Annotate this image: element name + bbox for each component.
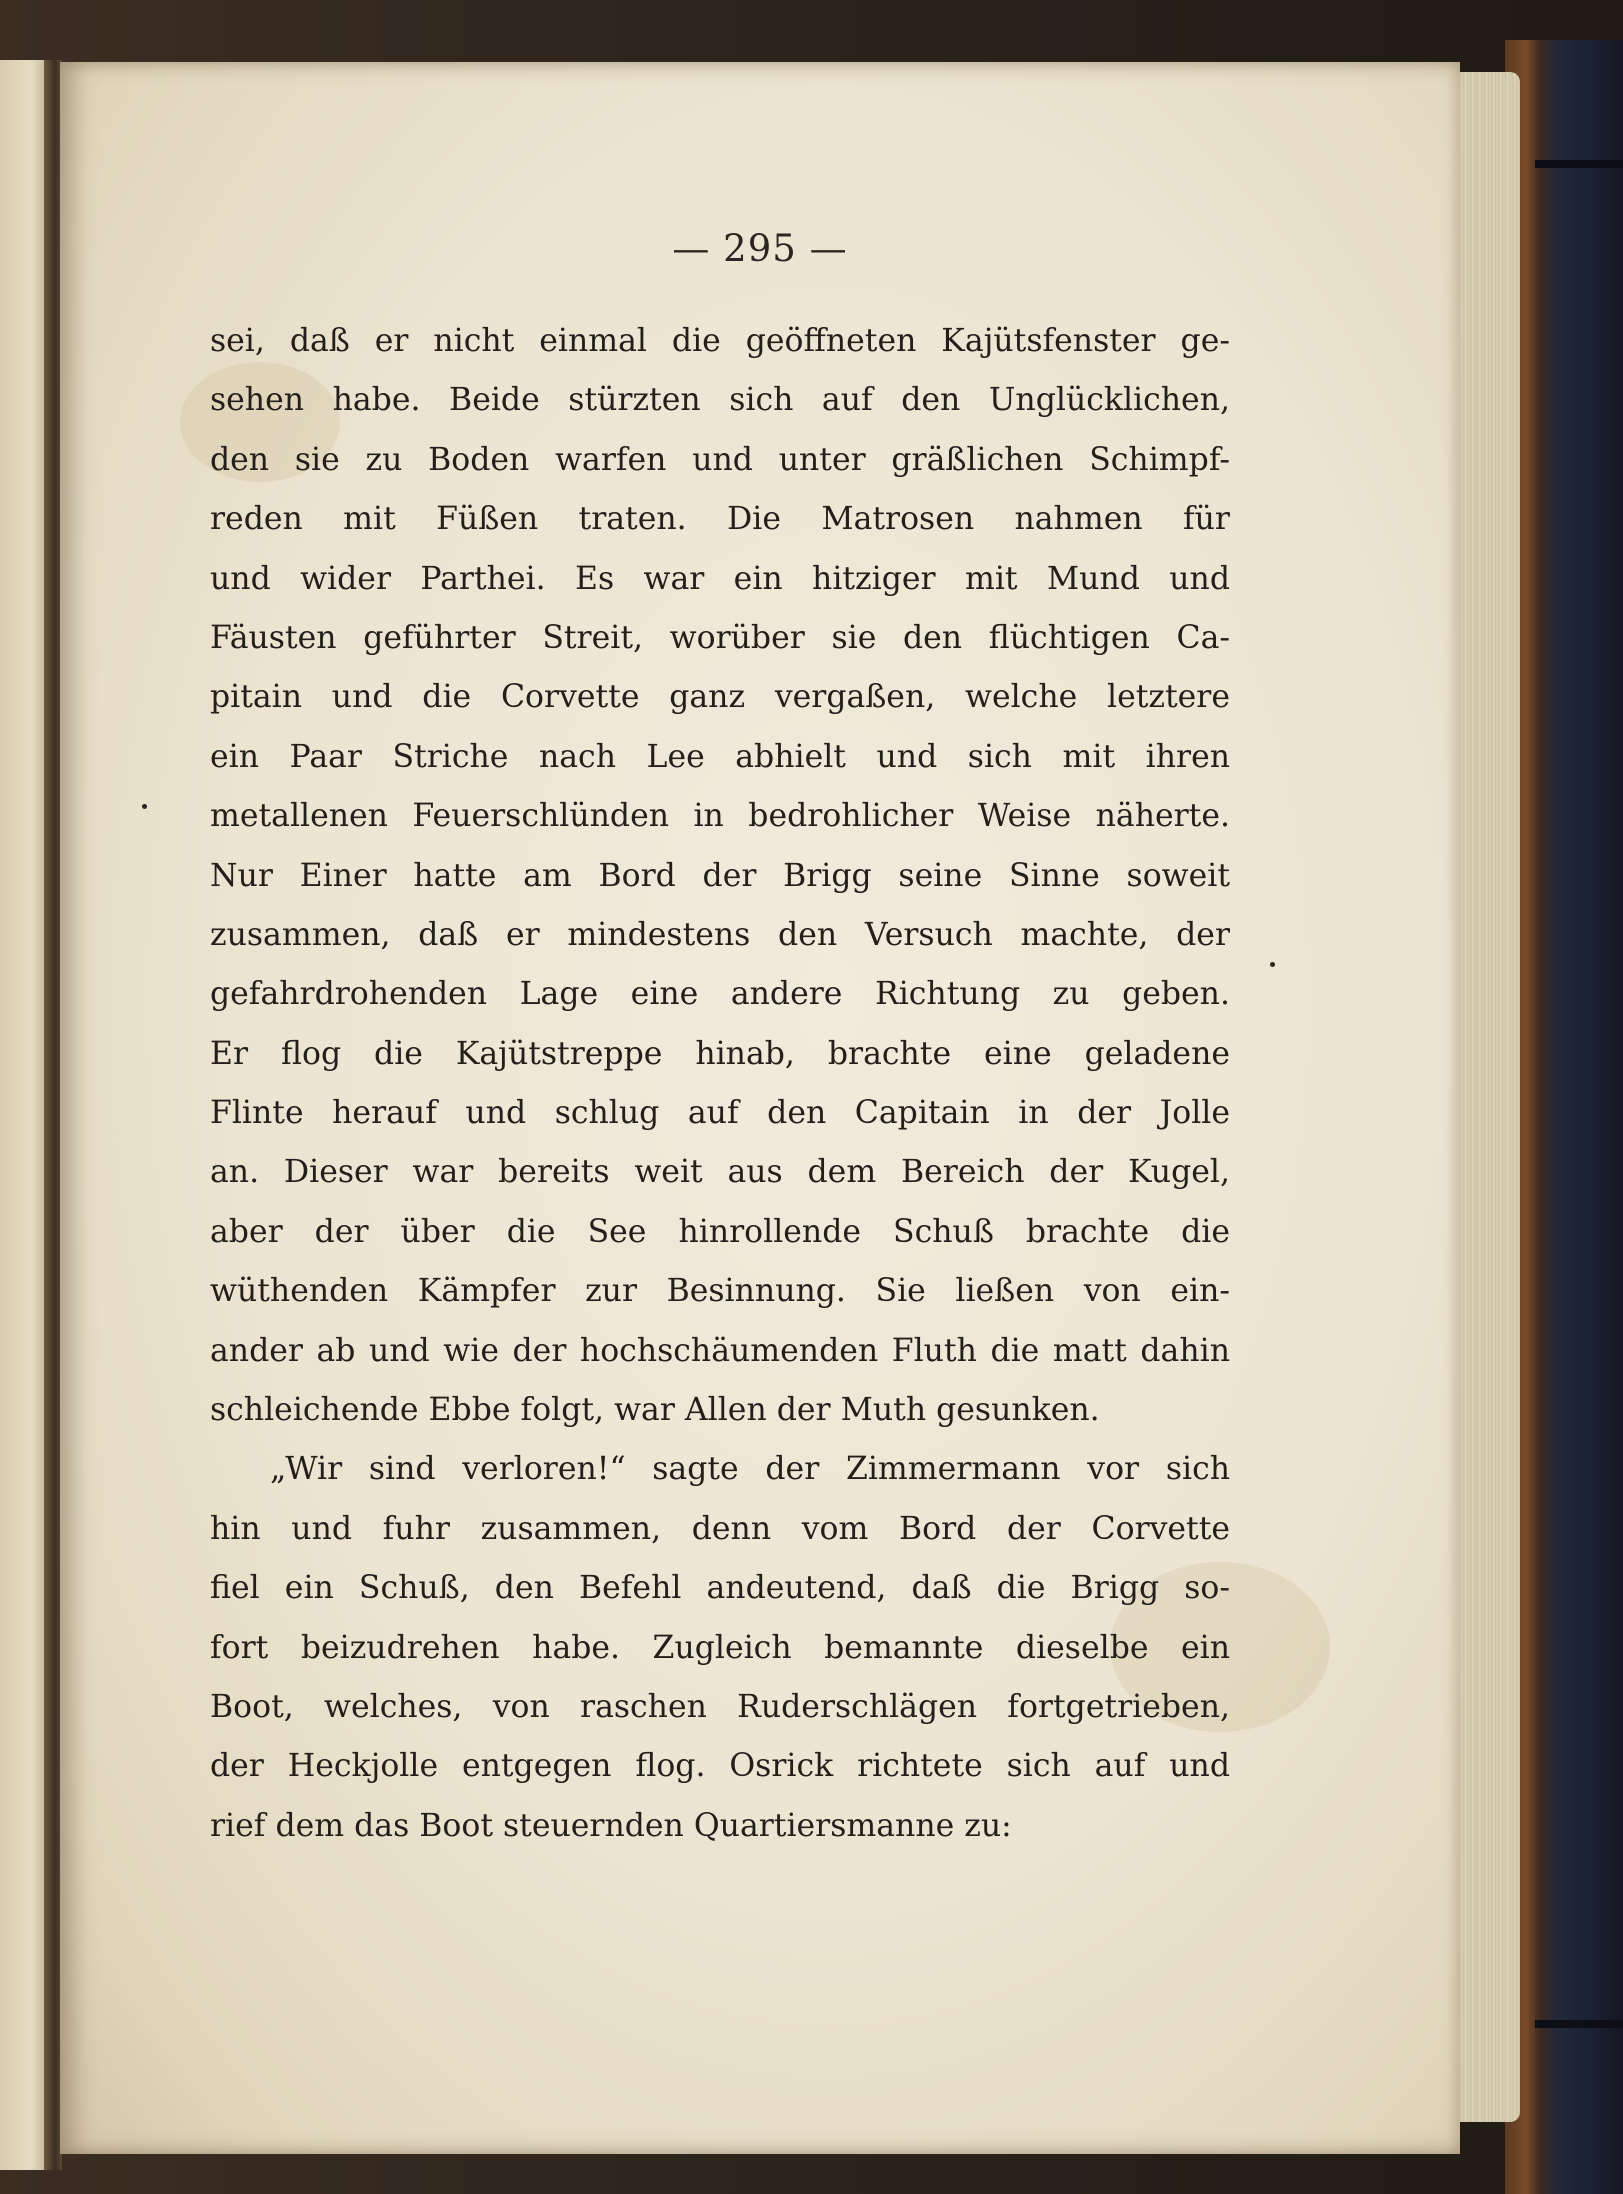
text-line: rief dem das Boot steuernden Quartiersmanne zu: — [210, 1807, 1012, 1844]
text-line: an. Dieser war bereits weit aus dem Bereich der Kugel, — [210, 1154, 1230, 1191]
page-number: — 295 — — [672, 227, 848, 270]
text-line: „Wir sind verloren!“ sagte der Zimmermann vor sich — [270, 1451, 1230, 1488]
book-cover-edge — [1505, 40, 1623, 2194]
text-line: Fäusten geführter Streit, worüber sie den flüchtigen Ca- — [210, 619, 1230, 656]
ink-speck — [1270, 962, 1275, 967]
text-line: pitain und die Corvette ganz vergaßen, welche letztere — [210, 679, 1230, 716]
text-line: sehen habe. Beide stürzten sich auf den Unglücklichen, — [210, 382, 1230, 419]
text-line: fiel ein Schuß, den Befehl andeutend, daß die Brigg so- — [210, 1570, 1230, 1607]
text-line: wüthenden Kämpfer zur Besinnung. Sie ließen von ein- — [210, 1273, 1230, 1310]
text-line: ander ab und wie der hochschäumenden Fluth die matt dahin — [210, 1332, 1230, 1369]
text-line: ein Paar Striche nach Lee abhielt und sich mit ihren — [210, 738, 1230, 775]
cover-band — [1535, 160, 1623, 168]
text-line: hin und fuhr zusammen, denn vom Bord der Corvette — [210, 1510, 1230, 1547]
cover-band — [1535, 2020, 1623, 2028]
text-line: sei, daß er nicht einmal die geöffneten Kajütsfenster ge- — [210, 323, 1230, 359]
text-line: metallenen Feuerschlünden in bedrohlicher Weise näherte. — [210, 798, 1230, 835]
text-line: Er flog die Kajütstreppe hinab, brachte eine geladene — [210, 1035, 1230, 1072]
text-line: Flinte herauf und schlug auf den Capitain in der Jolle — [210, 1095, 1230, 1132]
book-page — [60, 62, 1460, 2154]
text-line: reden mit Füßen traten. Die Matrosen nahmen für — [210, 501, 1230, 538]
text-line: zusammen, daß er mindestens den Versuch machte, der — [210, 916, 1230, 953]
text-line: schleichende Ebbe folgt, war Allen der Muth gesunken. — [210, 1392, 1100, 1429]
text-line: fort beizudrehen habe. Zugleich bemannte dieselbe ein — [210, 1629, 1230, 1666]
text-line: Nur Einer hatte am Bord der Brigg seine Sinne soweit — [210, 857, 1230, 894]
text-line: gefahrdrohenden Lage eine andere Richtung zu geben. — [210, 976, 1230, 1013]
text-line: aber der über die See hinrollende Schuß brachte die — [210, 1213, 1230, 1250]
ink-speck — [142, 804, 147, 809]
text-line: der Heckjolle entgegen flog. Osrick richtete sich auf und — [210, 1748, 1230, 1785]
text-line: und wider Parthei. Es war ein hitziger mit Mund und — [210, 560, 1230, 597]
text-line: Boot, welches, von raschen Ruderschlägen fortgetrieben, — [210, 1688, 1230, 1725]
body-text — [210, 312, 1230, 1856]
text-line: den sie zu Boden warfen und unter gräßlichen Schimpf- — [210, 441, 1230, 478]
